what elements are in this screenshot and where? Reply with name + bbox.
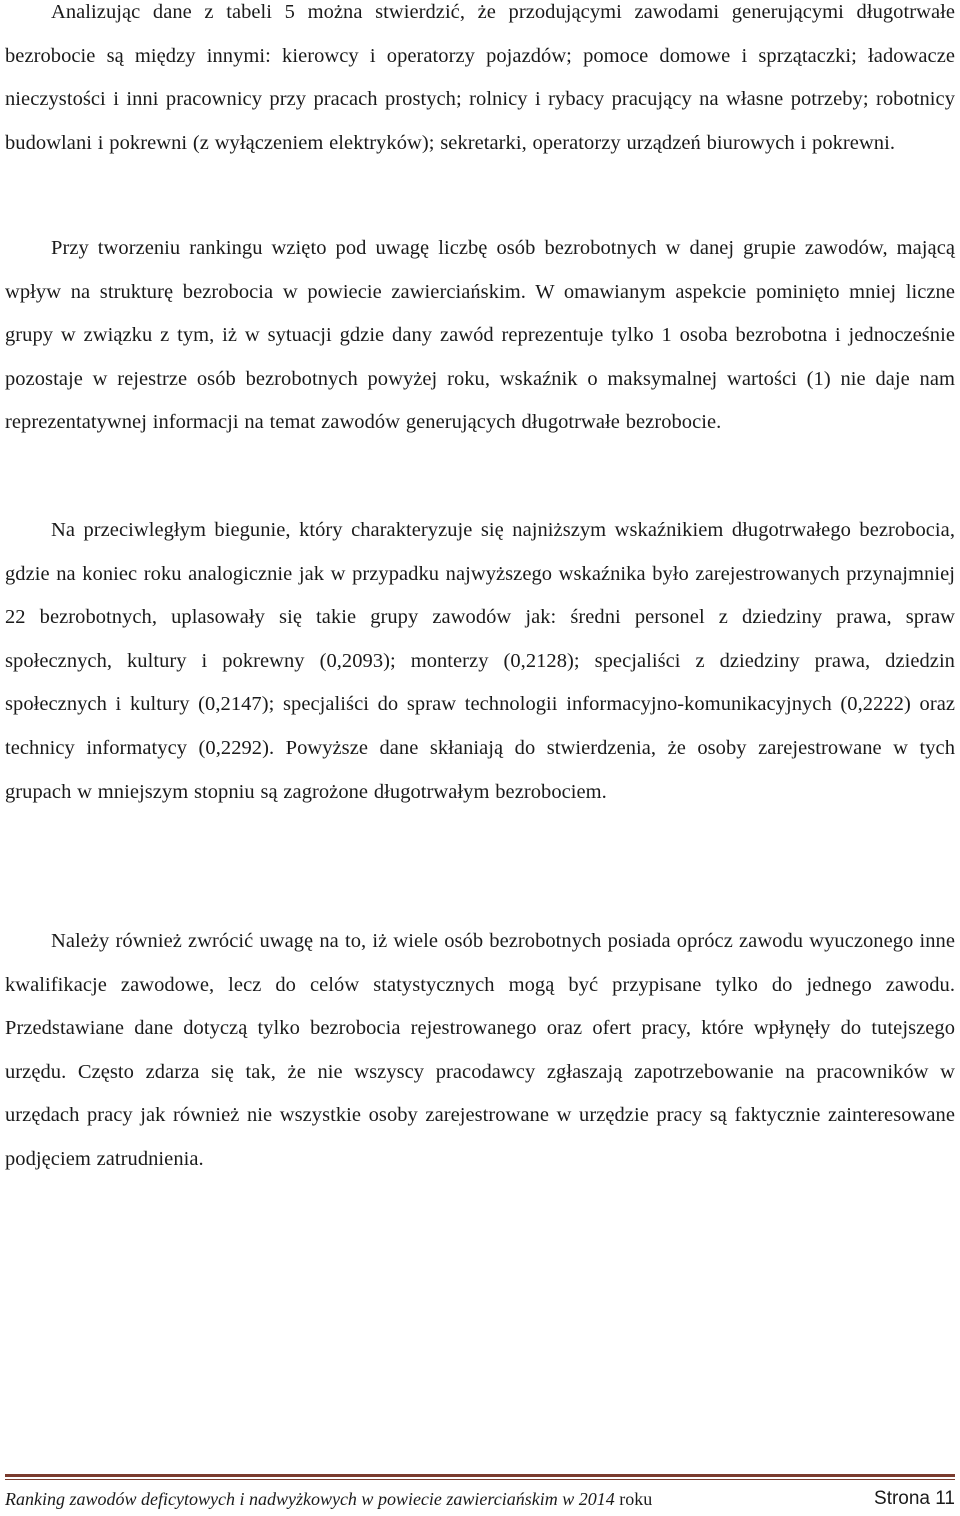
paragraph-data-limitations: Należy również zwrócić uwagę na to, iż wiele osób bezrobotnych posiada oprócz zawodu wyuczonego inne kwalifikacje zawodowe, lecz do celów statystycznych mogą być przypisane tylko do jednego zawodu. Przedstawiane dane dotyczą tylko bezrobocia rejestrowanego oraz ofert pracy, które wpłynęły do tutejszego urzędu. Często zdarza się tak, że nie wszyscy pracodawcy zgłaszają zapotrzebowanie na pracowników w urzędach pracy jak również nie wszystkie osoby zarejestrowane w urzędzie pracy są faktycznie zainteresowane podjęciem zatrudnienia. [5,930,955,1170]
paragraph-ranking-methodology: Przy tworzeniu rankingu wzięto pod uwagę liczbę osób bezrobotnych w danej grupie zawodów, mającą wpływ na strukturę bezrobocia w powiecie zawierciańskim. W omawianym aspekcie pominięto mniej liczne grupy w związku z tym, iż w sytuacji gdzie dany zawód reprezentuje tylko 1 osoba bezrobotna i jednocześnie pozostaje w rejestrze osób bezrobotnych powyżej roku, wskaźnik o maksymalnej wartości (1) nie daje nam reprezentatywnej informacji na temat zawodów generujących długotrwałe bezrobocie. [5,237,955,434]
paragraph-long-term-unemployment-professions: Analizując dane z tabeli 5 można stwierdzić, że przodującymi zawodami generującymi długotrwałe bezrobocie są między innymi: kierowcy i operatorzy pojazdów; pomoce domowe i sprzątaczki; ładowacze nieczystości i inni pracownicy przy pracach prostych; rolnicy i rybacy pracujący na własne potrzeby; robotnicy budowlani i pokrewni (z wyłączeniem elektryków); sekretarki, operatorzy urządzeń biurowych i pokrewni. [5,1,955,154]
footer-page-number: Strona 11 [874,1488,955,1509]
footer-title-suffix: roku [614,1488,653,1509]
footer-divider-thick [5,1474,955,1477]
footer-title-main: Ranking zawodów deficytowych i nadwyżkowych w powiecie zawierciańskim w 2014 [5,1488,615,1509]
page-footer [5,1485,955,1513]
footer-divider-thin [5,1479,955,1480]
footer-document-title [5,1489,652,1510]
paragraph-lowest-indicator-groups: Na przeciwległym biegunie, który charakteryzuje się najniższym wskaźnikiem długotrwałego bezrobocia, gdzie na koniec roku analogicznie jak w przypadku najwyższego wskaźnika było zarejestrowanych przynajmniej 22 bezrobotnych, uplasowały się takie grupy zawodów jak: średni personel z dziedziny prawa, spraw społecznych, kultury i pokrewny (0,2093); monterzy (0,2128); specjaliści z dziedziny prawa, dziedzin społecznych i kultury (0,2147); specjaliści do spraw technologii informacyjno-komunikacyjnych (0,2222) oraz technicy informatycy (0,2292). Powyższe dane skłaniają do stwierdzenia, że osoby zarejestrowane w tych grupach w mniejszym stopniu są zagrożone długotrwałym bezrobociem. [5,519,955,803]
